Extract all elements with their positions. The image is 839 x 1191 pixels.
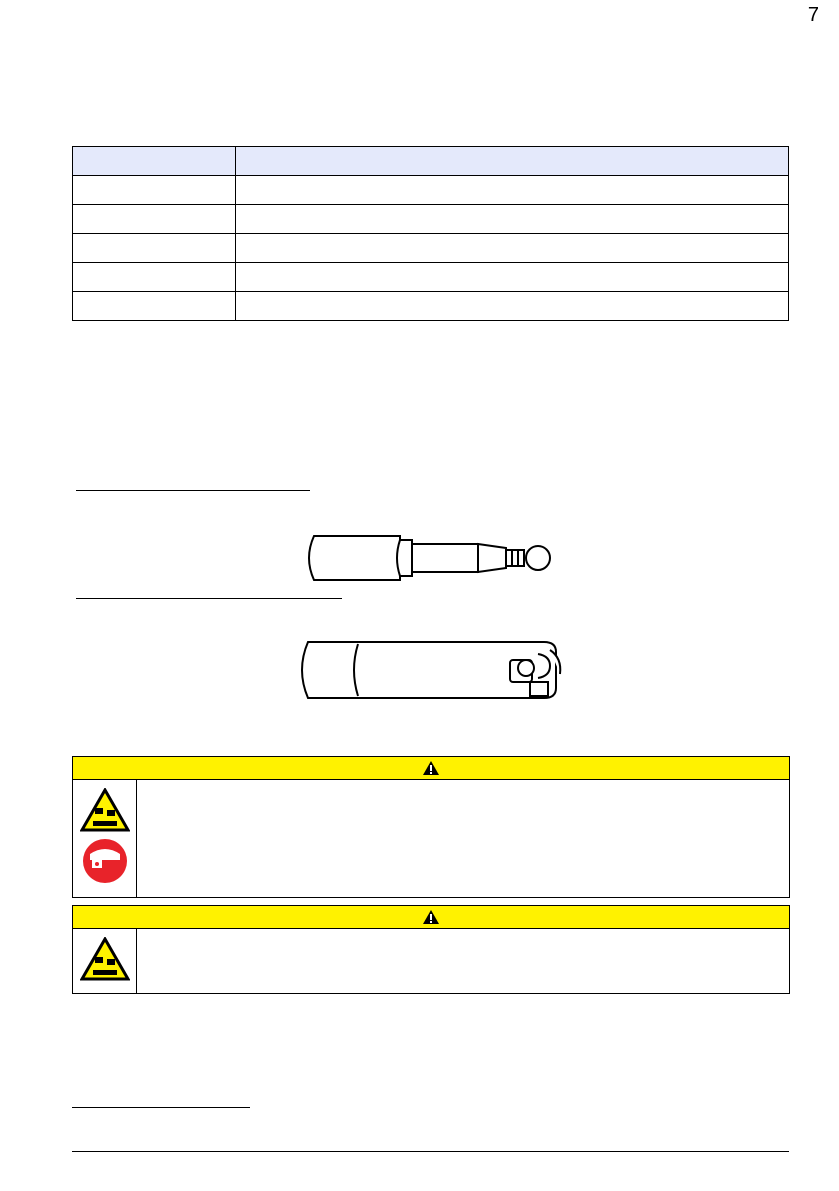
table-cell	[73, 205, 236, 234]
chemical-hazard-icon	[80, 788, 130, 832]
figure-caption-underline	[76, 598, 342, 599]
table-cell	[236, 205, 789, 234]
warning-triangle-icon	[422, 760, 440, 776]
figure-caption-underline	[76, 490, 310, 491]
table-row	[73, 263, 789, 292]
table-row	[73, 205, 789, 234]
warning-icons	[73, 780, 137, 897]
table-cell	[236, 263, 789, 292]
warning-box	[72, 756, 790, 898]
warning-triangle-icon	[422, 909, 440, 925]
table-row	[73, 292, 789, 321]
table-header-cell	[73, 147, 236, 176]
warning-text	[137, 780, 789, 897]
warning-banner	[73, 757, 789, 780]
table-cell	[73, 176, 236, 205]
specification-table	[72, 146, 789, 321]
table-cell	[73, 263, 236, 292]
ph-probe-illustration-icon	[300, 530, 560, 586]
chemical-hazard-icon	[80, 937, 130, 981]
table-row	[73, 234, 789, 263]
table-cell	[73, 234, 236, 263]
eye-protection-icon	[82, 838, 128, 884]
page-number: 7	[807, 4, 819, 26]
table-header-cell	[236, 147, 789, 176]
sensor-cartridge-illustration-icon	[294, 638, 578, 702]
table-cell	[236, 176, 789, 205]
table-cell	[236, 292, 789, 321]
section-heading-underline	[72, 1107, 250, 1108]
table-cell	[73, 292, 236, 321]
warning-text	[137, 929, 789, 993]
table-header-row	[73, 147, 789, 176]
table-cell	[236, 234, 789, 263]
warning-icons	[73, 929, 137, 993]
warning-box	[72, 905, 790, 994]
footer-rule	[72, 1151, 789, 1152]
warning-banner	[73, 906, 789, 929]
table-row	[73, 176, 789, 205]
